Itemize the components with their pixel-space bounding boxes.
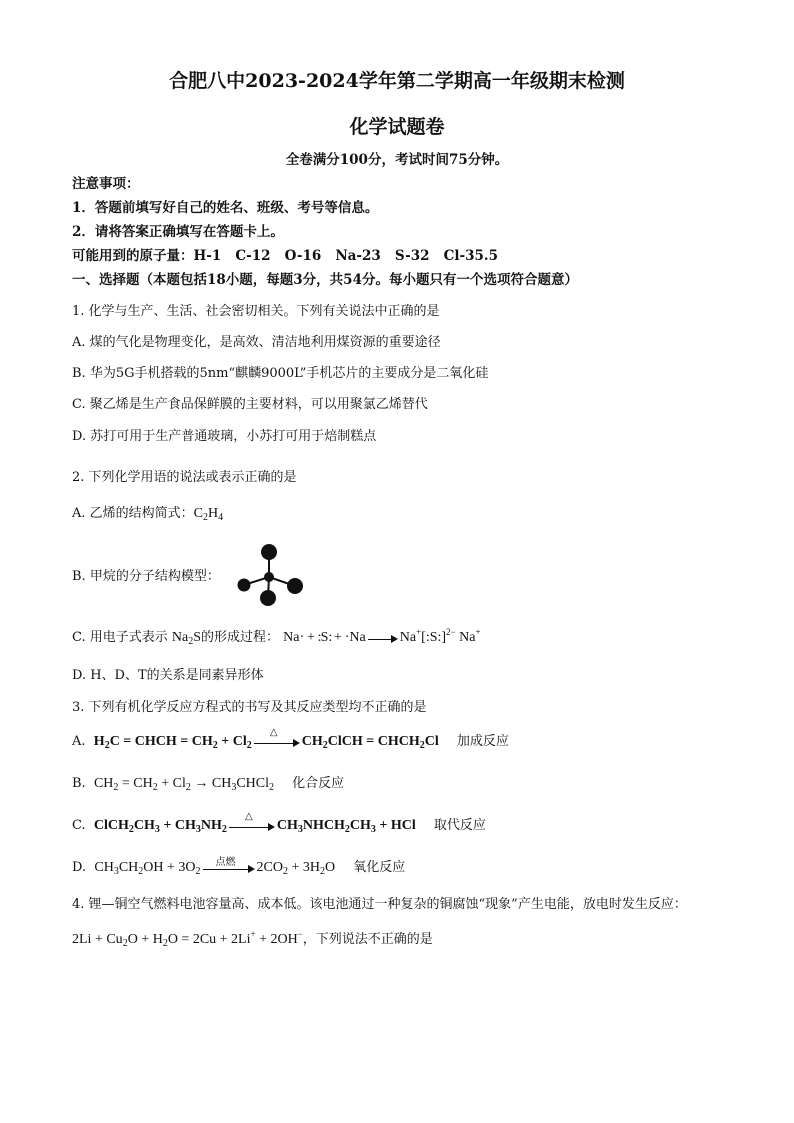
q3-a-label: A. xyxy=(72,734,86,749)
q3-b-equation: $CH_2 = CH_2 + Cl_2$ → $CH_3CHCl_2$ xyxy=(93,776,275,793)
q1-option-d: D. 苏打可用于生产普通玻璃，小苏打可用于焙制糕点 xyxy=(72,429,377,444)
q3-d-equation: $CH_3CH_2OH + 3O_2$ 点燃 $2CO_2 + 3H_2O$ xyxy=(94,856,336,877)
q2-stem: 2. 下列化学用语的说法或表示正确的是 xyxy=(72,470,297,485)
q3-option-c xyxy=(72,810,486,835)
na2s-formula: $Na_2S$ xyxy=(171,630,202,647)
score-time-line: 全卷满分100分，考试时间75分钟。 xyxy=(285,152,509,168)
electron-dot-process: Na· + :S: + ·Na Na+[:S:]$^{2-}$ Na+ xyxy=(283,627,481,645)
q2-option-d: D. H、D、T的关系是同素异形体 xyxy=(72,668,264,683)
q2-c-label2: 的形成过程： xyxy=(201,630,280,645)
q1-option-c: C. 聚乙烯是生产食品保鲜膜的主要材料，可以用聚氯乙烯替代 xyxy=(72,397,428,412)
q1-stem: 1. 化学与生产、生活、社会密切相关。下列有关说法中正确的是 xyxy=(72,304,440,319)
ethylene-formula: $C_2H_4$ xyxy=(193,506,224,523)
q2-option-c xyxy=(72,626,481,646)
methane-ball-model-icon xyxy=(232,540,312,610)
q3-stem: 3. 下列有机化学反应方程式的书写及其反应类型均不正确的是 xyxy=(72,700,427,715)
q3-d-label: D. xyxy=(72,860,87,875)
q4-tail: ，下列说法不正确的是 xyxy=(302,932,433,947)
q4-equation: $2Li + Cu_2O + H_2O = 2Cu + 2Li^+ + 2OH^-$ xyxy=(72,929,303,949)
q3-option-d xyxy=(72,856,405,876)
q3-a-equation: $H_2C$ = CHCH = $CH_2 + Cl_2$ △ $CH_2ClCH$ = $CHCH_2Cl$ xyxy=(93,726,439,751)
notes-item-1: 1．答题前填写好自己的姓名、班级、考号等信息。 xyxy=(72,200,379,216)
notes-item-2: 2．请将答案正确填写在答题卡上。 xyxy=(72,224,284,240)
q3-b-type: 化合反应 xyxy=(292,776,345,791)
q3-c-equation: $ClCH_2CH_3 + CH_3NH_2$ △ $CH_3NHCH_2CH_3$ + HCl xyxy=(93,810,416,835)
q3-b-label: B. xyxy=(72,776,86,791)
q2-option-b: B. 甲烷的分子结构模型： xyxy=(72,569,220,584)
q3-a-type: 加成反应 xyxy=(456,734,509,749)
atomic-masses: 可能用到的原子量：H-1 C-12 O-16 Na-23 S-32 Cl-35.5 xyxy=(72,248,498,264)
q2-option-a xyxy=(72,502,223,522)
q4-equation-line xyxy=(72,928,433,948)
section-heading: 一、选择题（本题包括18小题，每题3分，共54分。每小题只有一个选项符合题意） xyxy=(72,272,578,288)
q4-stem: 4. 锂—铜空气燃料电池容量高、成本低。该电池通过一种复杂的铜腐蚀“现象”产生电能，放电时发生反应： xyxy=(72,897,687,912)
notes-heading: 注意事项： xyxy=(72,176,140,192)
notes-block xyxy=(72,172,498,268)
q1-option-b: B. 华为5G手机搭载的5nm“麒麟9000L”手机芯片的主要成分是二氧化硅 xyxy=(72,366,489,381)
q3-c-type: 取代反应 xyxy=(433,818,486,833)
q3-option-a xyxy=(72,726,509,751)
q2-a-label: A. 乙烯的结构简式： xyxy=(72,506,194,521)
q3-c-label: C. xyxy=(72,818,86,833)
q2-c-label: C. 用电子式表示 xyxy=(72,630,168,645)
q1-option-a: A. 煤的气化是物理变化，是高效、清洁地利用煤资源的重要途径 xyxy=(72,335,441,350)
q3-d-type: 氧化反应 xyxy=(353,860,406,875)
page-title: 合肥八中2023-2024学年第二学期高一年级期末检测 xyxy=(169,70,625,92)
page-subtitle: 化学试题卷 xyxy=(349,116,445,138)
q3-option-b xyxy=(72,772,344,792)
